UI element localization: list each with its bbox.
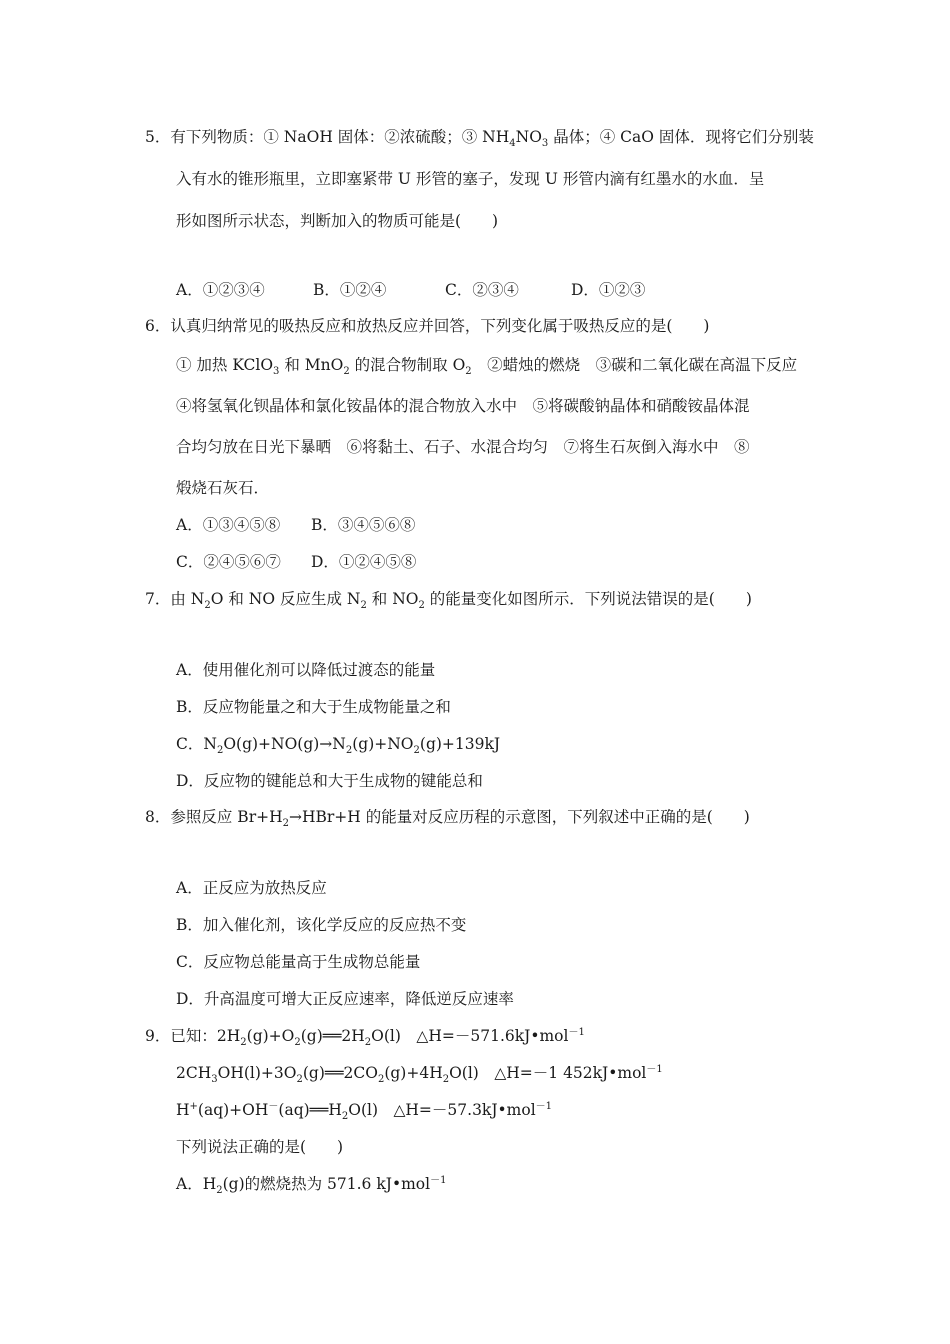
q8-option-a: A．正反应为放热反应 xyxy=(176,879,327,897)
q7-option-a: A．使用催化剂可以降低过渡态的能量 xyxy=(176,661,436,679)
q6-number: 6． xyxy=(145,317,171,335)
q9-option-a: A．$H_2(g)$的燃烧热为 571.6 kJ•mol$^{-1}$ xyxy=(176,1174,447,1197)
q6-line-2: ① 加热 KClO$_3$ 和 MnO$_2$ 的混合物制取 $O_2$ ②蜡烛的燃烧 ③碳和二氧化碳在高温下反应 xyxy=(176,356,798,378)
q6-option-b: B．③④⑤⑥⑧ xyxy=(311,516,416,534)
q9-prompt: 下列说法正确的是( ) xyxy=(176,1138,344,1156)
q8-option-b: B．加入催化剂，该化学反应的反应热不变 xyxy=(176,916,467,934)
q8-option-c: C．反应物总能量高于生成物总能量 xyxy=(176,953,421,971)
q6-option-c: C．②④⑤⑥⑦ xyxy=(176,553,281,571)
q6-options-row-2 xyxy=(176,552,416,572)
q5-option-a: A．①②③④ xyxy=(176,281,265,299)
q7-stem: 7．由 $N_2O$ 和 NO 反应生成 $N_2$ 和 $NO_2$ 的能量变化如图所示．下列说法错误的是( ) xyxy=(145,590,752,612)
q9-equation-3: $H^+(aq)+OH^-(aq)══H_2O(l)$ △H=－57.3kJ•mol$^{-1}$ xyxy=(176,1100,553,1123)
q5-number: 5． xyxy=(145,128,171,146)
q5-line-2: 入有水的锥形瓶里，立即塞紧带 U 形管的塞子，发现 U 形管内滴有红墨水的水血．呈 xyxy=(176,170,765,188)
q5-option-d: D．①②③ xyxy=(571,281,646,299)
q6-line-4: 合均匀放在日光下暴晒 ⑥将黏土、石子、水混合均匀 ⑦将生石灰倒入海水中 ⑧ xyxy=(176,438,750,456)
q6-option-a: A．①③④⑤⑧ xyxy=(176,516,281,534)
q6-stem: 6．认真归纳常见的吸热反应和放热反应并回答，下列变化属于吸热反应的是( ) xyxy=(145,317,710,335)
q5-line-3: 形如图所示状态，判断加入的物质可能是( ) xyxy=(176,212,499,230)
q8-option-d: D．升高温度可增大正反应速率，降低逆反应速率 xyxy=(176,990,514,1008)
q7-option-c: C．$N_2O(g)+NO(g)\to N_2(g)+NO_2(g)+139kJ$ xyxy=(176,735,501,757)
q8-number: 8． xyxy=(145,808,171,826)
q9-equation-1: 9．已知：$2H_2(g)+O_2(g)══2H_2O(l)$ △H=－571.6kJ•mol$^{-1}$ xyxy=(145,1026,585,1049)
q6-options-row-1 xyxy=(176,515,415,535)
q6-line-3: ④将氢氧化钡晶体和氯化铵晶体的混合物放入水中 ⑤将碳酸钠晶体和硝酸铵晶体混 xyxy=(176,397,750,415)
q7-option-d: D．反应物的键能总和大于生成物的键能总和 xyxy=(176,772,483,790)
q5-option-b: B．①②④ xyxy=(313,281,387,299)
q9-number: 9． xyxy=(145,1027,171,1045)
q7-number: 7． xyxy=(145,590,171,608)
q9-equation-2: $2CH_3OH(l)+3O_2(g)══2CO_2(g)+4H_2O(l)$ △H=－1 452kJ•mol$^{-1}$ xyxy=(176,1063,663,1086)
q6-line-5: 煅烧石灰石． xyxy=(176,479,270,497)
q5-option-c: C．②③④ xyxy=(445,281,519,299)
q5-line-1: 5．有下列物质：① NaOH 固体：②浓硫酸；③ $NH_4NO_3$ 晶体；④ CaO 固体．现将它们分别装 xyxy=(145,128,814,150)
q7-option-b: B．反应物能量之和大于生成物能量之和 xyxy=(176,698,451,716)
q6-option-d: D．①②④⑤⑧ xyxy=(311,553,417,571)
q8-stem: 8．参照反应 $Br+H_2\to HBr+H$ 的能量对反应历程的示意图，下列叙述中正确的是( ) xyxy=(145,808,750,830)
q5-options xyxy=(176,280,645,300)
